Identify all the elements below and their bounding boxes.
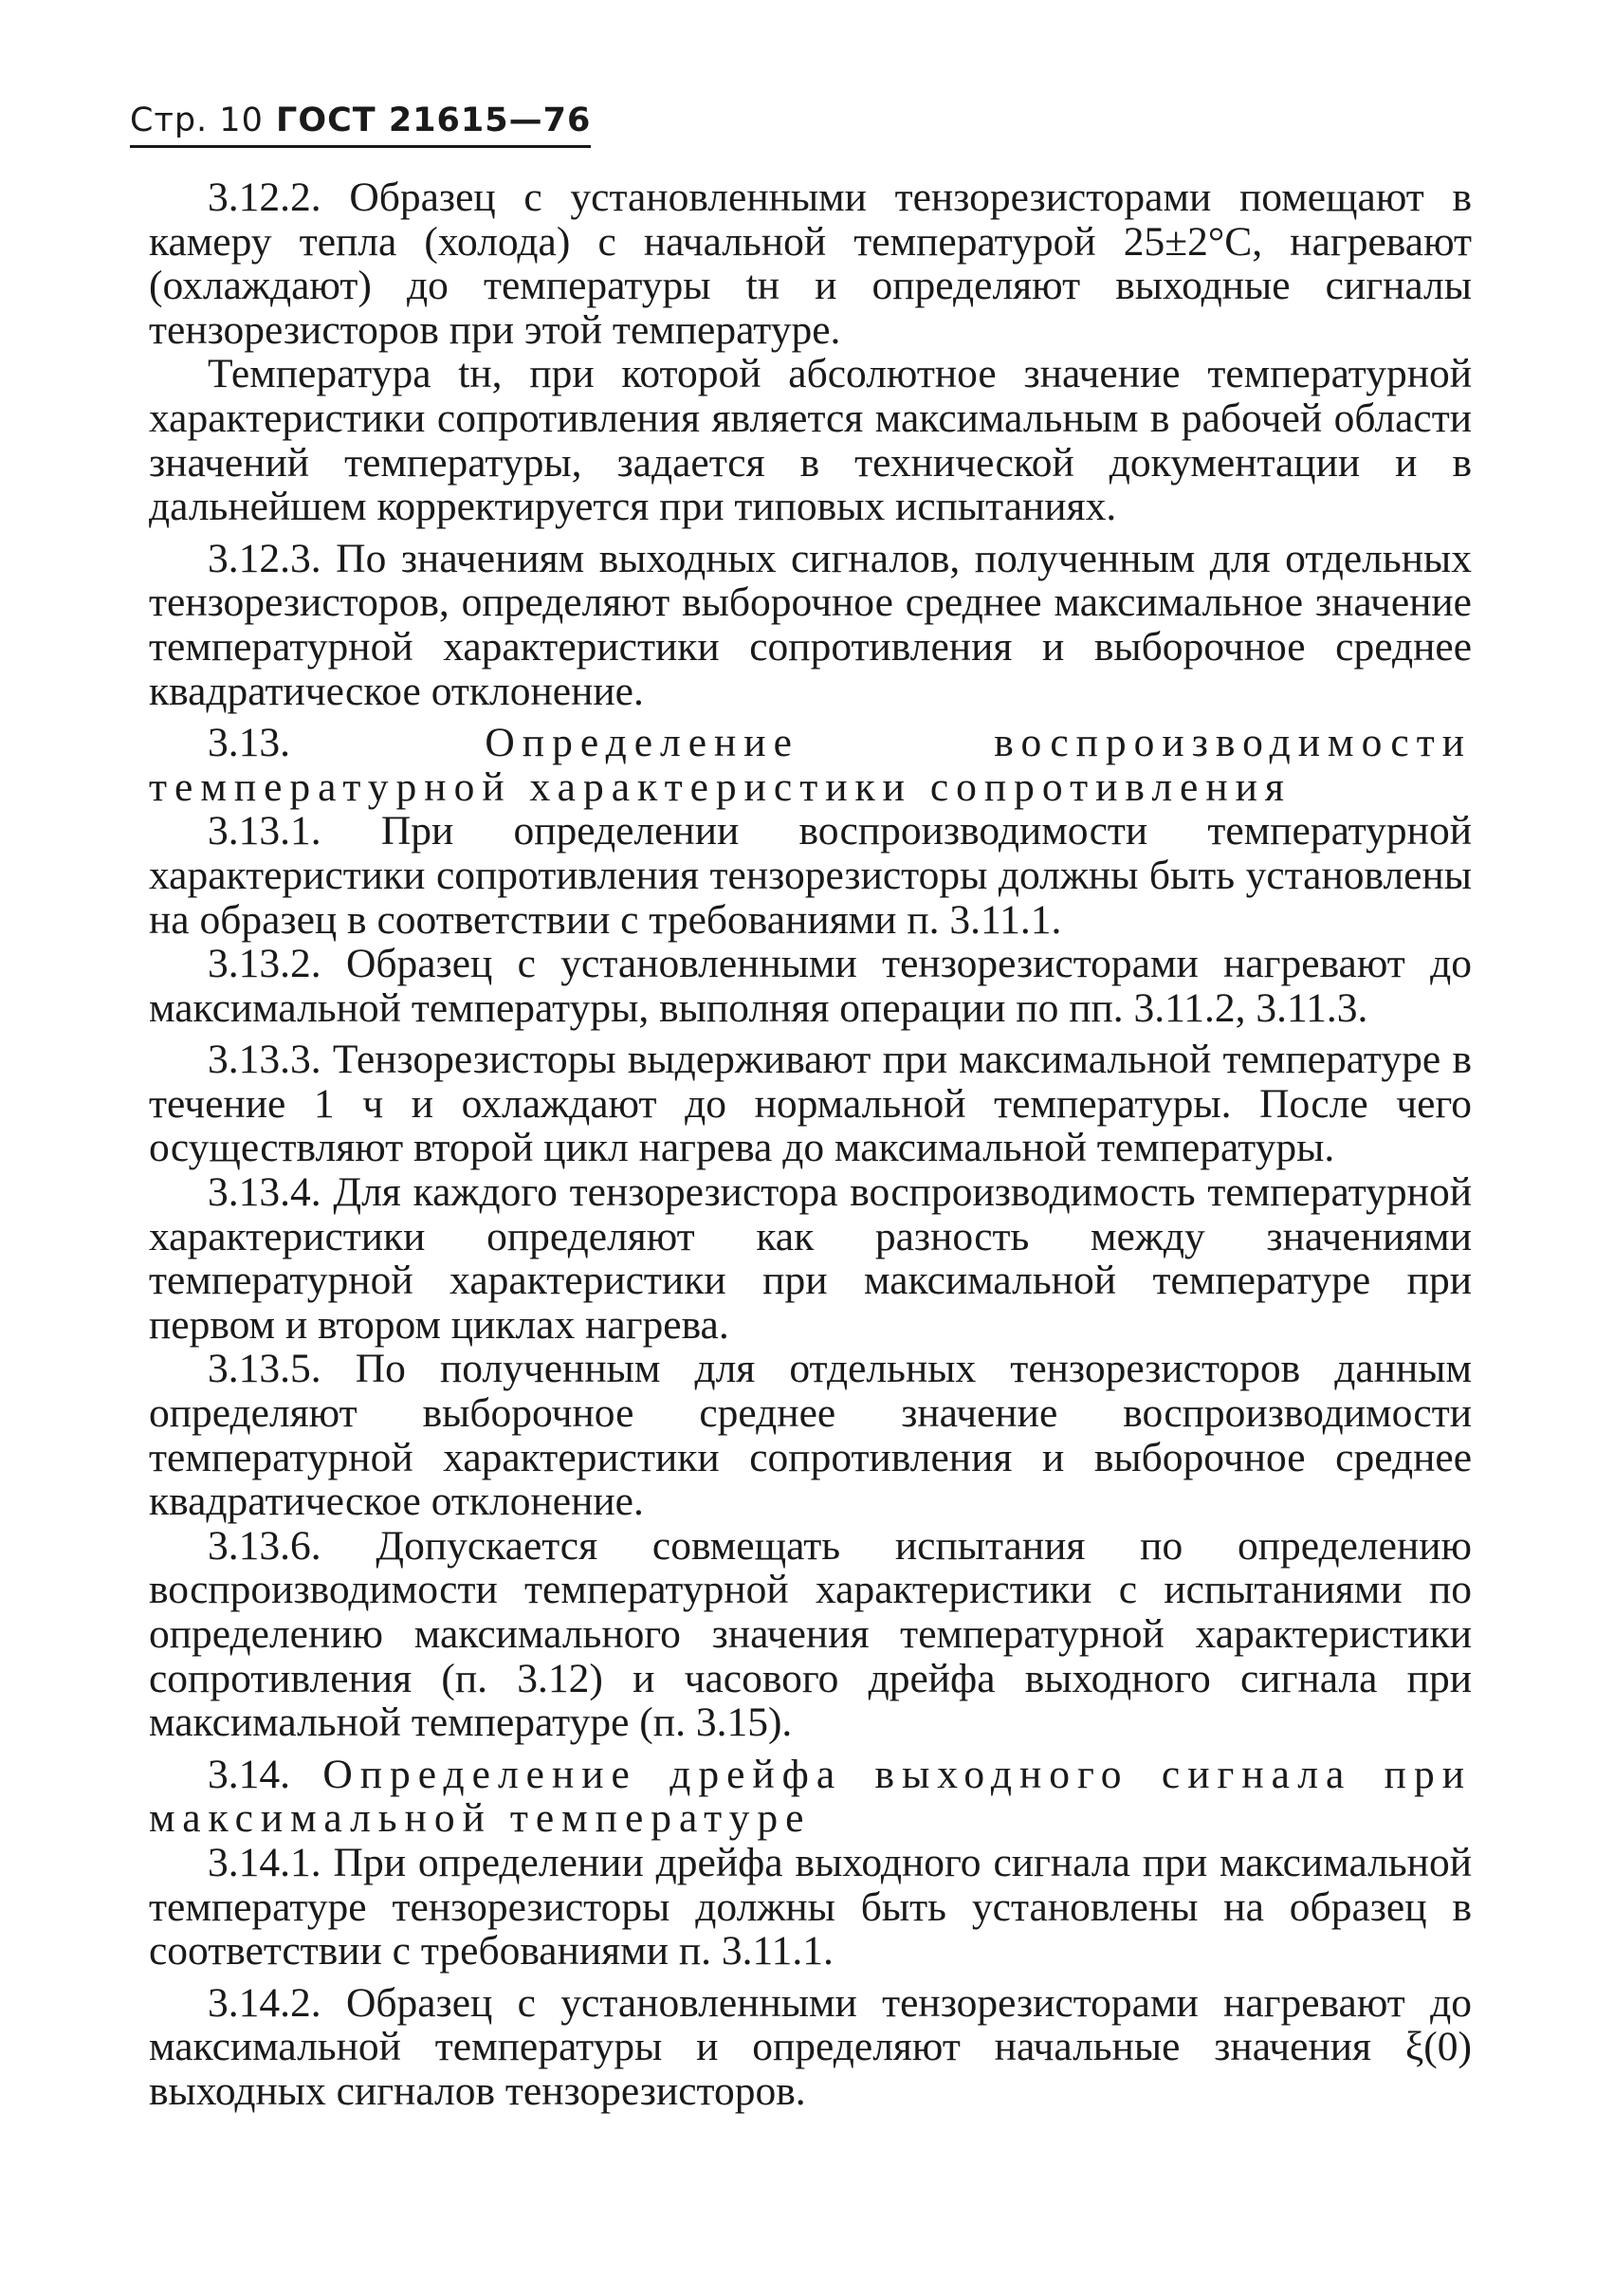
section-number: 3.13. <box>208 720 290 766</box>
section-number: 3.14. <box>208 1751 290 1797</box>
paragraph-3-13-2: 3.13.2. Образец с установленными тензорезисторами нагревают до максимальной температуры, выполняя операции по пп. 3.11.2, 3.11.3. <box>149 941 1472 1031</box>
paragraph-3-13-3: 3.13.3. Тензорезисторы выдерживают при максимальной температуре в течение 1 ч и охлаждают до нормальной температуры. После чего осуществляют второй цикл нагрева до максимальной температуры. <box>149 1037 1472 1171</box>
standard-designation: ГОСТ 21615—76 <box>276 101 592 139</box>
paragraph-3-14-2: 3.14.2. Образец с установленными тензорезисторами нагревают до максимальной температуры и определяют начальные значения ξ(0) выходных сигналов тензорезисторов. <box>149 1979 1472 2114</box>
paragraph-3-12-2: 3.12.2. Образец с установленными тензорезисторами помещают в камеру тепла (холода) с начальной температурой 25±2°C, нагревают (охлаждают) до температуры tн и определяют выходные сигналы тензорезисторов при этой температуре. <box>149 174 1472 353</box>
paragraph-3-12-3: 3.12.3. По значениям выходных сигналов, полученным для отдельных тензорезисторов, определяют выборочное среднее максимальное значение температурной характеристики сопротивления и выборочное среднее квадратическое отклонение. <box>149 535 1472 714</box>
section-title: Определение дрейфа выходного сигнала при максимальной температуре <box>149 1751 1472 1842</box>
document-body <box>149 175 1472 2114</box>
page-number: Стр. 10 <box>130 101 264 139</box>
paragraph-3-14-1: 3.14.1. При определении дрейфа выходного сигнала при максимальной температуре тензорезисторы должны быть установлены на образец в соответствии с требованиями п. 3.11.1. <box>149 1839 1472 1975</box>
section-heading-3-14 <box>149 1753 1472 1841</box>
section-heading-3-13 <box>149 721 1472 809</box>
section-title: Определение воспроизводимости температурной характеристики сопротивления <box>149 720 1473 810</box>
paragraph-3-13-4: 3.13.4. Для каждого тензорезистора воспроизводимость температурной характеристики определяют как разность между значениями температурной характеристики при максимальной температуре при первом и втором циклах нагрева. <box>149 1169 1472 1348</box>
paragraph-3-13-1: 3.13.1. При определении воспроизводимости температурной характеристики сопротивления тензорезисторы должны быть установлены на образец в соответствии с требованиями п. 3.11.1. <box>149 808 1472 943</box>
page-header <box>130 102 591 148</box>
paragraph-temperature-tn: Температура tн, при которой абсолютное значение температурной характеристики сопротивления является максимальным в рабочей области значений температуры, задается в технической документации и в дальнейшем корректируется при типовых испытаниях. <box>149 351 1472 530</box>
paragraph-3-13-5: 3.13.5. По полученным для отдельных тензорезисторов данным определяют выборочное среднее значение воспроизводимости температурной характеристики сопротивления и выборочное среднее квадратическое отклонение. <box>149 1346 1472 1525</box>
paragraph-3-13-6: 3.13.6. Допускается совмещать испытания по определению воспроизводимости температурной характеристики с испытаниями по определению максимального значения температурной характеристики сопротивления (п. 3.12) и часового дрейфа выходного сигнала при максимальной температуре (п. 3.15). <box>149 1522 1472 1746</box>
